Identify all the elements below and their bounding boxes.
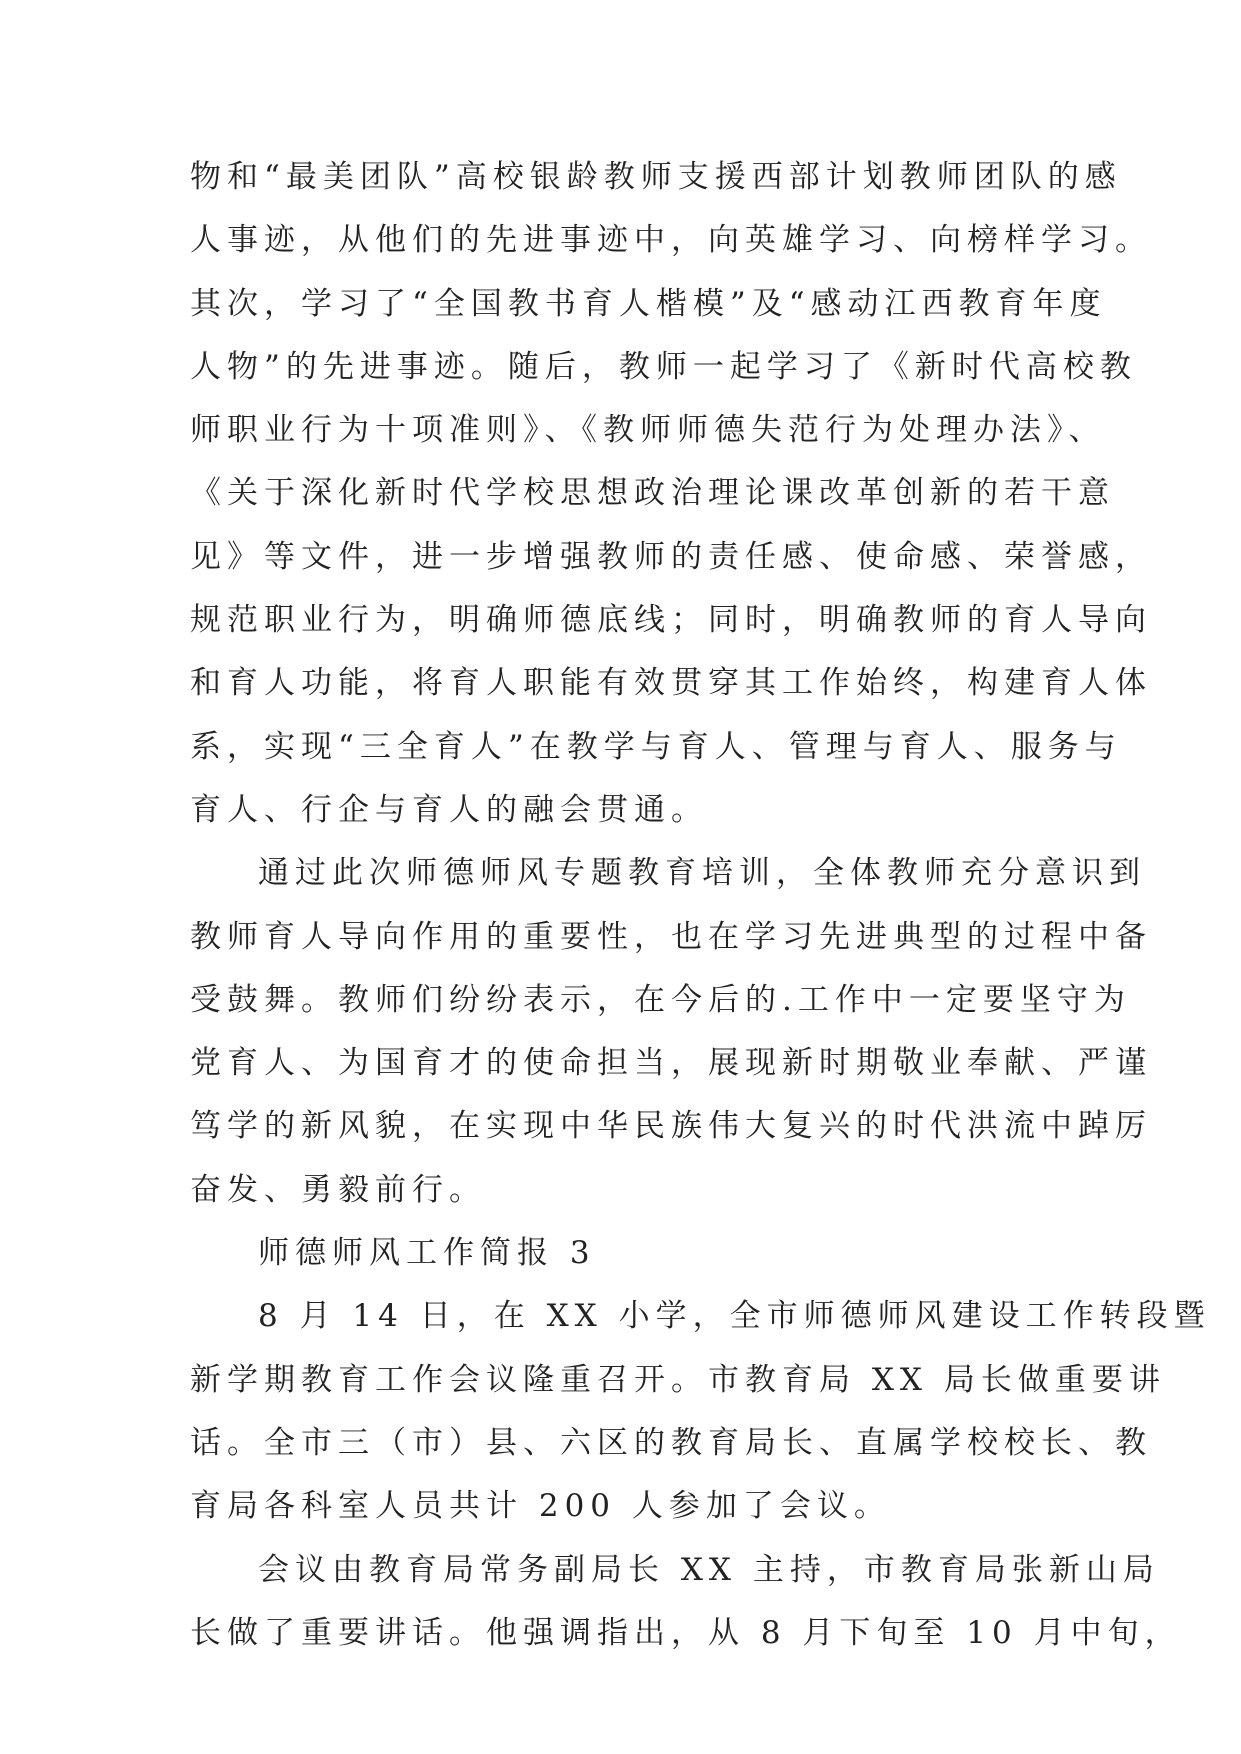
text-line: 育局各科室人员共计 200 人参加了会议。 bbox=[190, 1488, 891, 1525]
document-body bbox=[190, 146, 1211, 1665]
text-line: 人事迹，从他们的先进事迹中，向英雄学习、向榜样学习。 bbox=[190, 222, 1152, 259]
text-line: 话。全市三（市）县、六区的教育局长、直属学校校长、教 bbox=[190, 1424, 1152, 1461]
text-line: 《关于深化新时代学校思想政治理论课改革创新的若干意 bbox=[190, 475, 1115, 512]
text-line: 系，实现“三全育人”在教学与育人、管理与育人、服务与 bbox=[190, 728, 1122, 765]
text-line: 人物”的先进事迹。随后，教师一起学习了《新时代高校教 bbox=[190, 348, 1137, 385]
text-line: 规范职业行为，明确师德底线；同时，明确教师的育人导向 bbox=[190, 602, 1152, 639]
text-line: 育人、行企与育人的融会贯通。 bbox=[190, 791, 708, 828]
text-line: 奋发、勇毅前行。 bbox=[190, 1171, 486, 1208]
section-title: 师德师风工作简报 3 bbox=[258, 1235, 596, 1272]
text-line: 长做了重要讲话。他强调指出，从 8 月下旬至 10 月中旬， bbox=[190, 1614, 1182, 1651]
paragraph-first-line: 8 月 14 日，在 XX 小学，全市师德师风建设工作转段暨 bbox=[258, 1298, 1211, 1335]
text-line: 笃学的新风貌，在实现中华民族伟大复兴的时代洪流中踔厉 bbox=[190, 1108, 1152, 1145]
text-line: 党育人、为国育才的使命担当，展现新时期敬业奉献、严谨 bbox=[190, 1045, 1152, 1082]
text-line: 物和“最美团队”高校银龄教师支援西部计划教师团队的感 bbox=[190, 159, 1122, 195]
paragraph-first-line: 会议由教育局常务副局长 XX 主持，市教育局张新山局 bbox=[258, 1551, 1160, 1588]
paragraph-first-line: 通过此次师德师风专题教育培训，全体教师充分意识到 bbox=[258, 855, 1146, 892]
text-line: 其次，学习了“全国教书育人楷模”及“感动江西教育年度 bbox=[190, 285, 1107, 322]
text-line: 教师育人导向作用的重要性，也在学习先进典型的过程中备 bbox=[190, 918, 1152, 955]
text-line: 新学期教育工作会议隆重召开。市教育局 XX 局长做重要讲 bbox=[190, 1361, 1166, 1398]
text-line: 和育人功能，将育人职能有效贯穿其工作始终，构建育人体 bbox=[190, 665, 1152, 702]
text-line: 受鼓舞。教师们纷纷表示，在今后的.工作中一定要坚守为 bbox=[190, 981, 1131, 1018]
text-line: 师职业行为十项准则》、《教师师德失范行为处理办法》、 bbox=[190, 412, 1106, 449]
text-line: 见》等文件，进一步增强教师的责任感、使命感、荣誉感， bbox=[190, 538, 1152, 575]
